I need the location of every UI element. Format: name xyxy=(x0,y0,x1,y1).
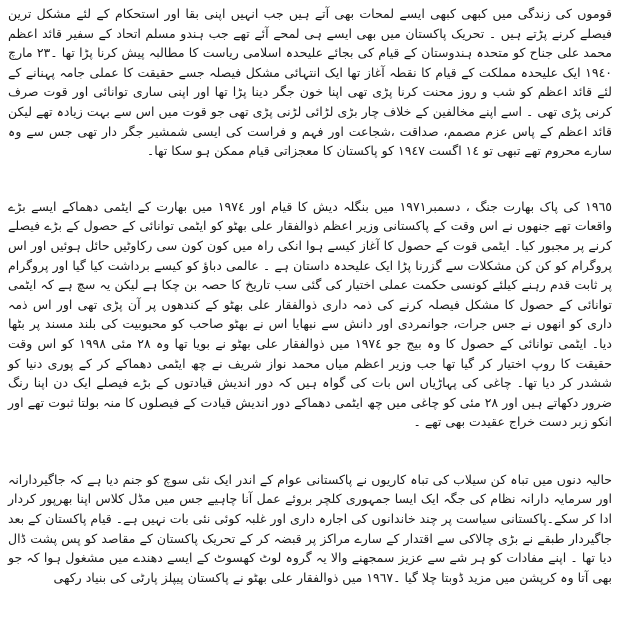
paragraph-2: ١٩٦٥ کی پاک بھارت جنگ ، دسمبر١٩٧١ میں بنگلہ دیش کا قیام اور ١٩٧٤ میں بھارت کے ایٹمی دھماکے ایسے بڑے واقعات تھے جنھوں نے اس وقت کے پاکستانی وزیر اعظم ذوالفقار علی بھٹو کو ایٹمی توانائی کے حصول کے بڑے فیصلے کرنے پر مجبور کیا۔ ایٹمی قوت کے حصول کا آغاز کیسے ہوا انکی راہ میں کون کون سی رکاوٹیں حائل ہوئیں اور اس پروگرام کو کن کن مشکلات سے گزرنا پڑا ایک علیحدہ داستان ہے ۔ عالمی دباؤ کو کیسے برداشت کیا گیا اور پروگرام پر ثابت قدم رہنے کیلئے کونسی حکمت عملی اختیار کی گئی سب تاریخ کا حصہ بن چکا ہے لیکن یہ سچ ہے کہ ایٹمی توانائی کے حصول کا مشکل فیصلہ کرنے کی ذمہ داری ذوالفقار علی بھٹو کے کندھوں پر آن پڑی تھی اور اس ذمہ داری کو انھوں نے جس جرات، جوانمردی اور دانش سے نبھایا اس نے بھٹو صاحب کو محبوبیت کی بلند مسند پر بٹھا دیا۔ ایٹمی توانائی کے حصول کا وہ بیج جو ١٩٧٤ میں ذوالفقار علی بھٹو نے بویا تھا وہ ٢٨ مئی ١٩٩٨ کو اس وقت حقیقت کا روپ اختیار کر گیا تھا جب وزیر اعظم میاں محمد نواز شریف نے چھ ایٹمی دھماکے کر کے پوری دنیا کو ششدر کر دیا تھا۔ چاغی کی پہاڑیاں اس بات کی گواہ ہیں کہ دور اندیش قیادتوں کے بڑے فیصلے ایک دن اپنا رنگ ضرور دکھاتے ہیں اور ٢٨ مئی کو چاغی میں چھ ایٹمی دھماکے دور اندیش قیادت کے فیصلوں کا منہ بولتا ثبوت تھے اور انکو زبر دست خراج عقیدت بھی تھے ۔ xyxy=(8,198,613,430)
paragraph-3: حالیہ دنوں میں تباہ کن سیلاب کی تباہ کاریوں نے پاکستانی عوام کے اندر ایک نئی سوچ کو جنم دیا ہے کہ جاگیردارانہ اور سرمایہ دارانہ نظام کی جگہ ایک ایسا جمہوری کلچر بروئے عمل آنا چاہیے جس میں مڈل کلاس اپنا بھرپور کردار ادا کر سکے۔پاکستانی سیاست پر چند خاندانوں کی اجارہ داری اور غلبہ کوئی نئی بات نہیں ہے۔ قیام پاکستان کے بعد جاگیردار طبقے نے بڑی چالاکی سے اقتدار کے سارے مراکز پر قبضہ کر کے تحریک پاکستان کے مقاصد کو پس پشت ڈال دیا تھا ۔ اپنے مفادات کو ہر شے سے عزیز سمجھنے والا یہ گروہ لوٹ کھسوٹ کے ایسے دھندے میں مشغول ہوا کہ جو بھی آتا وہ کرپشن میں مزید ڈوبتا چلا گیا ۔١٩٦٧ میں ذوالفقار علی بھٹو نے پاکستان پیپلز پارٹی کی بنیاد رکھی xyxy=(8,471,612,585)
paragraph-1: قوموں کی زندگی میں کبھی کبھی ایسے لمحات بھی آتے ہیں جب انہیں اپنی بقا اور استحکام کے لئے مشکل ترین فیصلے کرنے پڑتے ہیں ۔ تحریک پاکستان میں بھی ایسے ہی لمحے آئے تھے جب ہندو مسلم اتحاد کے سفیر قائد اعظم محمد علی جناح کو متحدہ ہندوستان کے قیام کی بجائے علیحدہ اسلامی ریاست کا مطالبہ پیش کرنا پڑا تھا ۔٢٣ مارچ ١٩٤٠ ایک علیحدہ مملکت کے قیام کا نقطہ آغاز تھا ایک انتہائی مشکل فیصلہ جسے حقیقت کا عملی جامہ پہنانے کے لئے قائد اعظم کو شب و روز محنت کرنا پڑی تھی اپنا خون جگر دینا پڑا تھا اور اپنی ساری توانائی اور قوت صرف کرنی پڑی تھی ۔ اسے اپنے مخالفین کے خلاف چار بڑی لڑائی لڑنی پڑی تھی جو قوت میں اس سے بہت زیادہ تھے لیکن قائد اعظم کے پاس عزم مصمم، صداقت ،شجاعت اور فہم و فراست کی ایسی شمشیر جگر دار تھی جس سے وہ سارے محروم تھے تبھی تو ١٤ اگست ١٩٤٧ کو پاکستان کا معجزاتی قیام ممکن ہو سکا تھا۔ xyxy=(8,6,612,159)
